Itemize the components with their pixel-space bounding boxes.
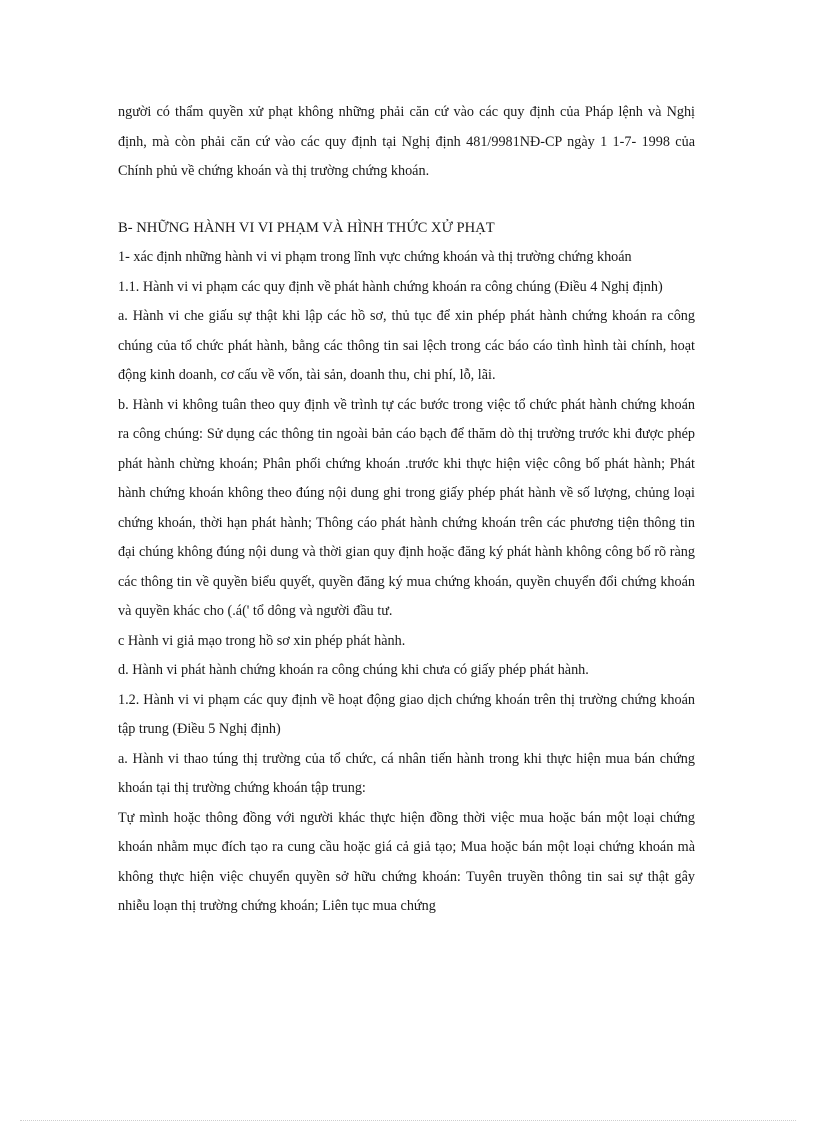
paragraph-1-2: 1.2. Hành vi vi phạm các quy định về hoạt động giao dịch chứng khoán trên thị trường chứng khoán tập trung (Điều 5 Nghị định): [118, 691, 695, 737]
paragraph-continuation: Tự mình hoặc thông đồng với người khác thực hiện đồng thời việc mua hoặc bán một loại chứng khoán nhằm mục đích tạo ra cung cầu hoặc giá cả giả tạo; Mua hoặc bán một loại chứng khoán mà không thực hiện việc chuyển quyền sở hữu chứng khoán: Tuyên truyền thông tin sai sự thật gây nhiễu loạn thị trường chứng khoán; Liên tục mua chứng: [118, 809, 695, 914]
section-heading: B- NHỮNG HÀNH VI VI PHẠM VÀ HÌNH THỨC XỬ PHẠT: [118, 219, 495, 236]
paragraph-c: c Hành vi giả mạo trong hồ sơ xin phép phát hành.: [118, 632, 406, 649]
paragraph-d: d. Hành vi phát hành chứng khoán ra công chúng khi chưa có giấy phép phát hành.: [118, 662, 589, 678]
paragraph-1-2-a: a. Hành vi thao túng thị trường của tổ chức, cá nhân tiến hành trong khi thực hiện mua bán chứng khoán tại thị trường chứng khoán tập trung:: [118, 750, 695, 796]
paragraph-1: 1- xác định những hành vi vi phạm trong lĩnh vực chứng khoán và thị trường chứng khoán: [118, 249, 632, 265]
document-body: [118, 98, 695, 922]
paragraph-b: b. Hành vi không tuân theo quy định về trình tự các bước trong việc tổ chức phát hành chứng khoán ra công chúng: Sử dụng các thông tin ngoài bản cáo bạch để thăm dò thị trường trước khi được phép phát hành chừng khoán; Phân phối chứng khoán .trước khi thực hiện việc công bố phát hành; Phát hành chứng khoán không theo đúng nội dung ghi trong giấy phép phát hành về số lượng, chủng loại chứng khoán, thời hạn phát hành; Thông cáo phát hành chứng khoán trên các phương tiện thông tin đại chúng không đúng nội dung và thời gian quy định hoặc đăng ký phát hành không công bố rõ ràng các thông tin về quyền biểu quyết, quyền đăng ký mua chứng khoán, quyền chuyển đổi chứng khoán và quyền khác cho (.á(' tổ dông và người đầu tư.: [118, 396, 695, 619]
paragraph-a: a. Hành vi che giấu sự thật khi lập các hồ sơ, thủ tục để xin phép phát hành chứng khoán ra công chúng của tổ chức phát hành, bằng các thông tin sai lệch trong các báo cáo tình hình tài chính, hoạt động kinh doanh, cơ cấu về vốn, tài sản, doanh thu, chi phí, lỗ, lãi.: [118, 308, 695, 383]
paragraph-1-1: 1.1. Hành vi vi phạm các quy định về phát hành chứng khoán ra công chúng (Điều 4 Nghị định): [118, 278, 663, 295]
page-bottom-divider: [20, 1120, 796, 1121]
paragraph-intro: người có thẩm quyền xử phạt không những phải căn cứ vào các quy định của Pháp lệnh và Nghị định, mà còn phải căn cứ vào các quy định tại Nghị định 481/9981NĐ-CP ngày 1 1-7- 1998 của Chính phủ về chứng khoán và thị trường chứng khoán.: [118, 104, 695, 179]
